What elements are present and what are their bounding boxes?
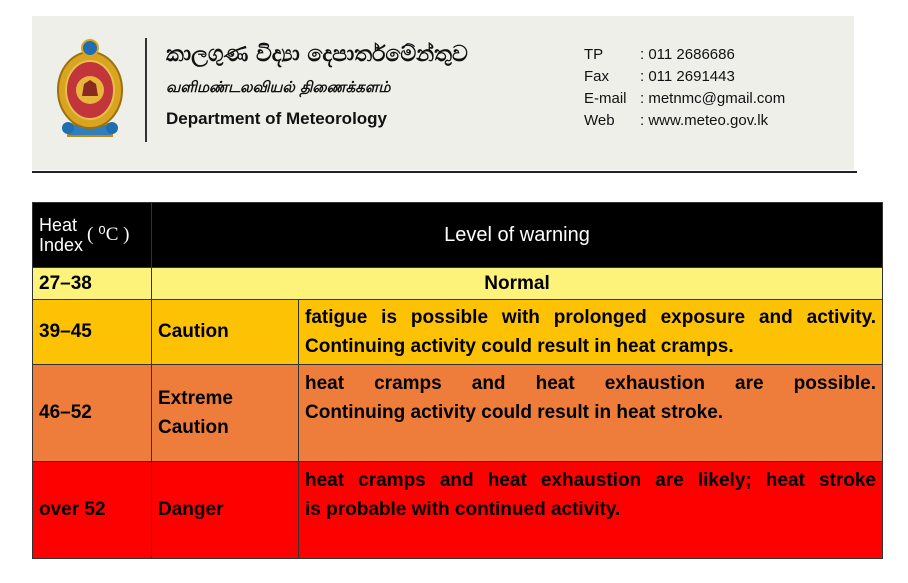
table-row [33, 365, 883, 462]
heat-index-table [32, 202, 883, 559]
sri-lanka-emblem-icon [54, 36, 126, 140]
heat-index-label-line1: Heat [39, 215, 78, 235]
description-line: heat cramps and heat exhaustion are possible. [305, 373, 876, 394]
table-header-row [33, 203, 883, 268]
description-line: is probable with continued activity. [305, 499, 621, 520]
level-line: Extreme [158, 388, 233, 409]
heat-index-label-line2: Index [39, 235, 84, 255]
contact-row [584, 88, 785, 110]
table-row [33, 462, 883, 559]
contact-row [584, 110, 785, 132]
description-line: fatigue is possible with prolonged exposure and activity. [305, 307, 876, 328]
contact-value: : 011 2686686 [640, 46, 735, 63]
organization-names [166, 40, 468, 134]
letterhead [32, 16, 854, 170]
description-cell [299, 300, 883, 365]
level-of-warning-header: Level of warning [152, 203, 883, 268]
horizontal-rule [32, 171, 857, 173]
separator-line [145, 38, 147, 142]
contact-row [584, 66, 785, 88]
description-line: heat cramps and heat exhaustion are likely; heat stroke [305, 470, 876, 491]
range-cell: over 52 [33, 462, 152, 559]
description-cell [299, 462, 883, 559]
org-name-english: Department of Meteorology [166, 109, 388, 128]
contact-value: : www.meteo.gov.lk [640, 112, 769, 129]
org-name-tamil: வளிமண்டலவியல் திணைக்களம் [166, 78, 391, 96]
contact-value: : metnmc@gmail.com [640, 90, 786, 107]
range-cell: 46–52 [33, 365, 152, 462]
description-cell [299, 365, 883, 462]
unit-label: ( ⁰C ) [87, 224, 130, 245]
contact-key: Fax [584, 68, 610, 85]
level-cell: Caution [152, 300, 299, 365]
level-cell: Danger [152, 462, 299, 559]
contact-row [584, 44, 785, 66]
contact-value: : 011 2691443 [640, 68, 735, 85]
contact-key: TP [584, 46, 604, 63]
org-name-sinhala: කාලගුණ විද්‍යා දෙපාර්තමේන්තුව [166, 42, 468, 67]
level-cell [152, 365, 299, 462]
level-line: Caution [158, 417, 229, 438]
contact-details [584, 44, 785, 132]
table-row [33, 268, 883, 300]
level-cell: Normal [152, 268, 883, 300]
range-cell: 39–45 [33, 300, 152, 365]
range-cell: 27–38 [33, 268, 152, 300]
contact-key: Web [584, 112, 615, 129]
table-row [33, 300, 883, 365]
description-line: Continuing activity could result in heat cramps. [305, 336, 734, 357]
heat-index-header [33, 203, 152, 268]
contact-key: E-mail [584, 90, 627, 107]
description-line: Continuing activity could result in heat stroke. [305, 402, 724, 423]
